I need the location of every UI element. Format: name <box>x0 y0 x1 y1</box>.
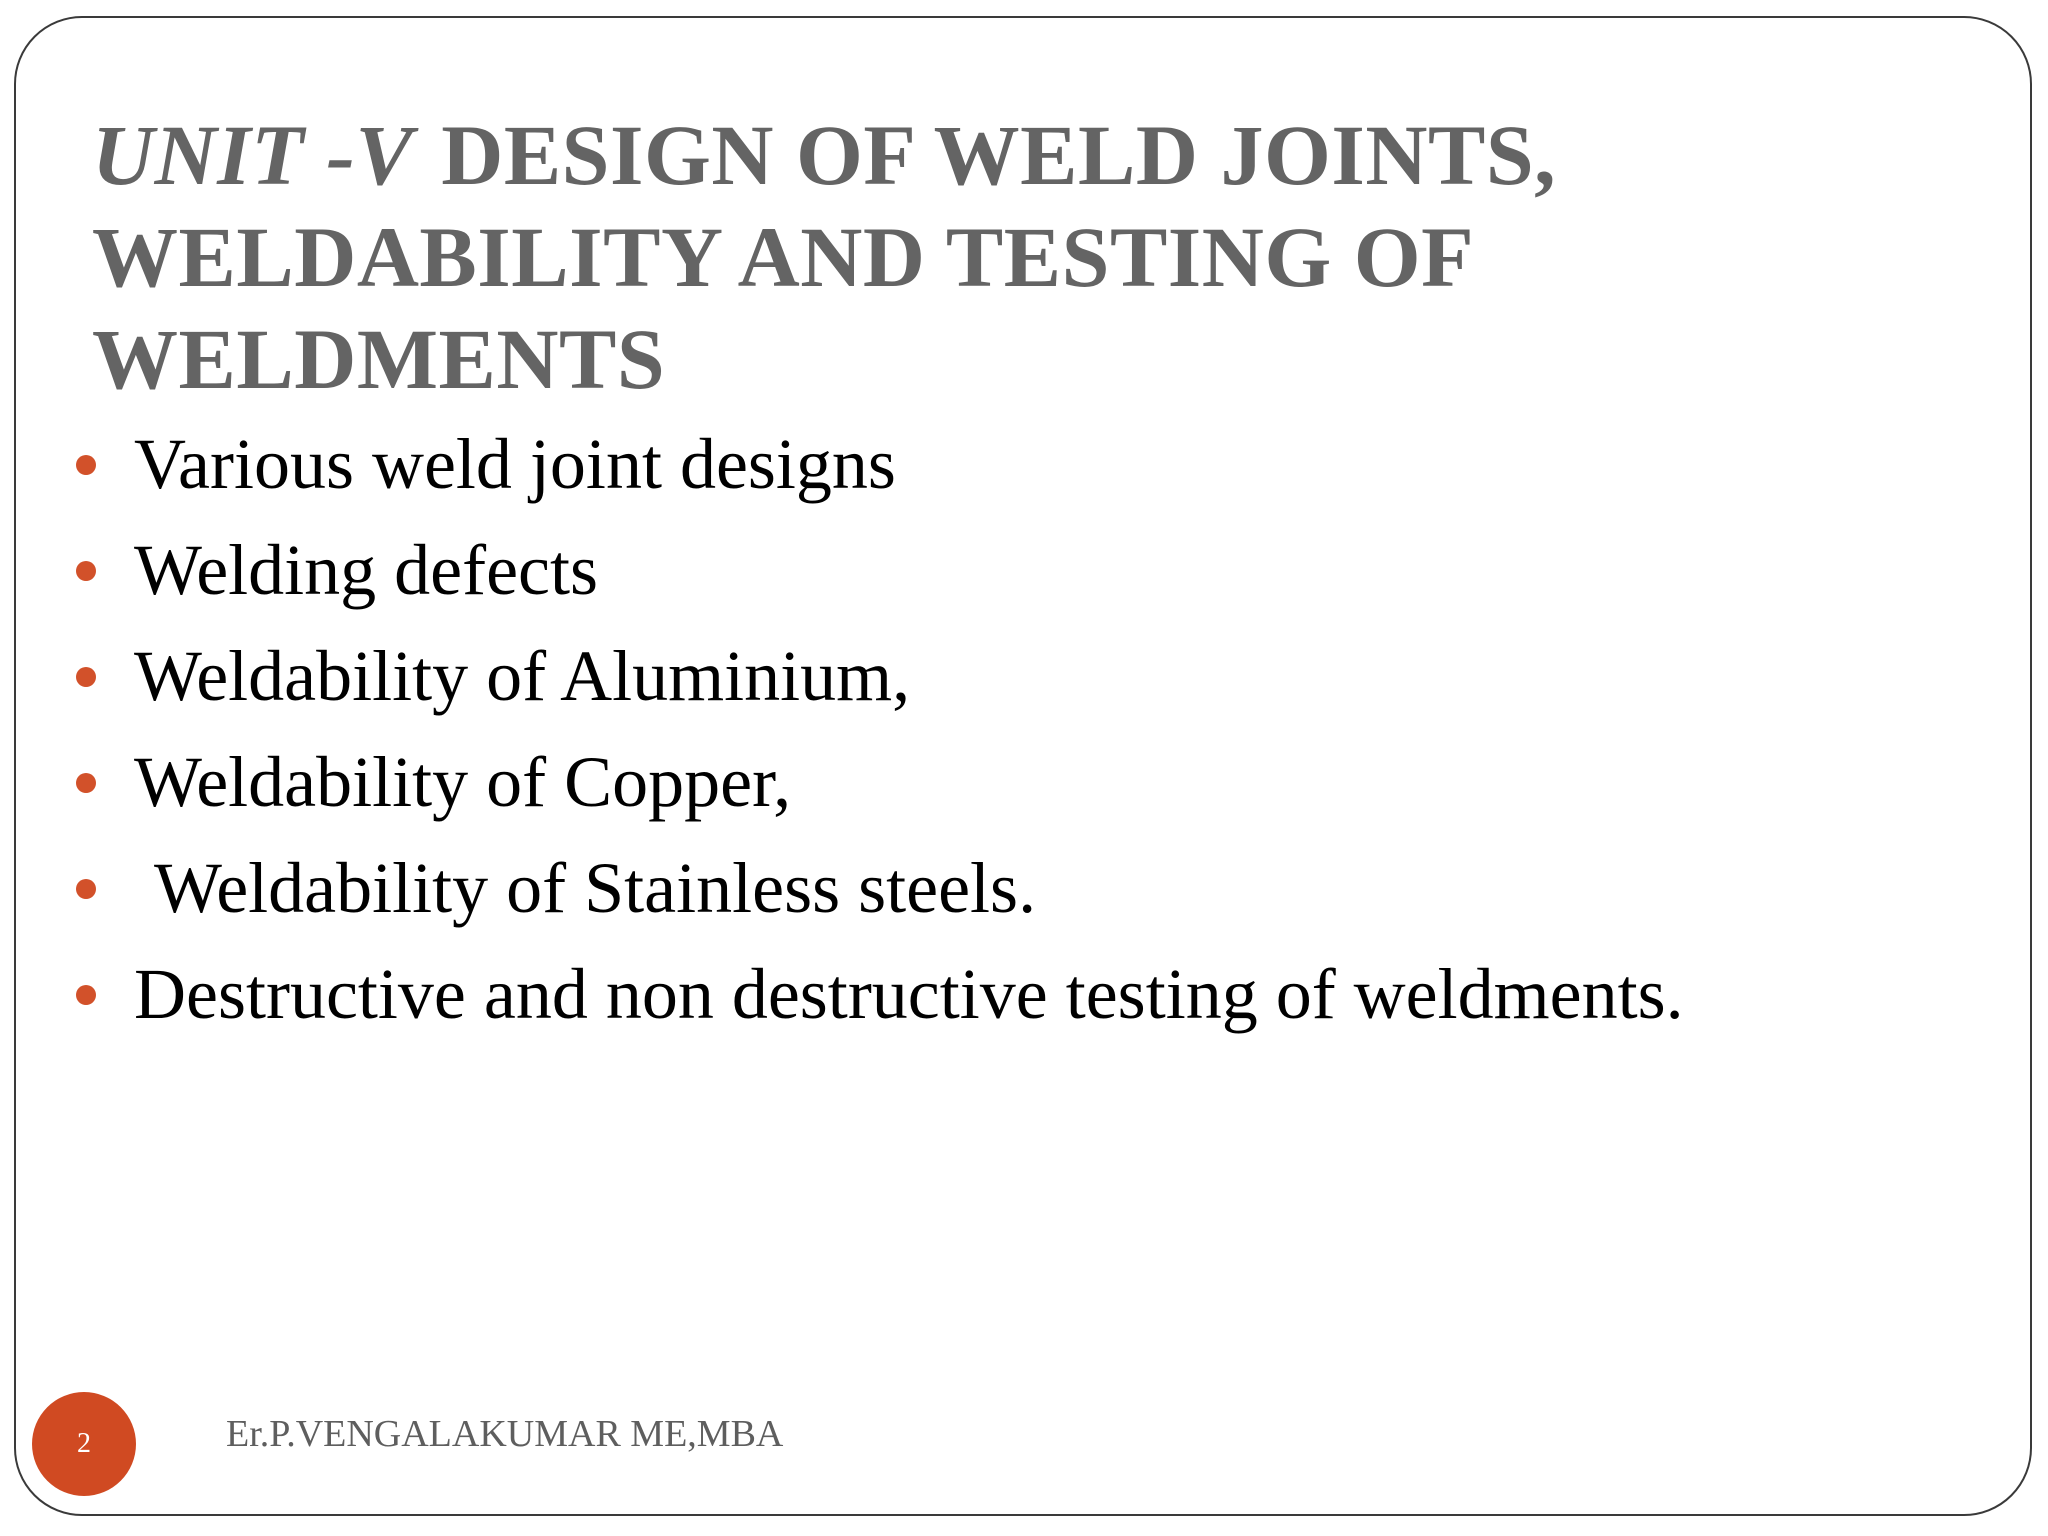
page-number-badge: 2 <box>32 1392 136 1496</box>
bullet-list <box>64 418 1944 1054</box>
bullet-text: Destructive and non destructive testing of weldments. <box>134 954 1684 1034</box>
slide-title <box>92 104 1952 410</box>
list-item <box>64 842 1944 934</box>
bullet-dot-icon <box>76 773 96 793</box>
bullet-dot-icon <box>76 667 96 687</box>
bullet-dot-icon <box>76 561 96 581</box>
bullet-text: Weldability of Aluminium, <box>134 636 911 716</box>
bullet-text: Welding defects <box>134 530 599 610</box>
list-item <box>64 524 1944 616</box>
bullet-dot-icon <box>76 455 96 475</box>
title-unit: UNIT -V <box>92 107 414 203</box>
list-item <box>64 736 1944 828</box>
footer-author: Er.P.VENGALAKUMAR ME,MBA <box>226 1413 784 1455</box>
bullet-text: Weldability of Copper, <box>134 742 792 822</box>
bullet-text: Various weld joint designs <box>134 424 896 504</box>
list-item <box>64 948 1944 1040</box>
title-text: DESIGN OF WELD JOINTS, WELDABILITY AND TESTING OF WELDMENTS <box>92 107 1557 407</box>
bullet-text: Weldability of Stainless steels. <box>154 848 1037 928</box>
list-item <box>64 630 1944 722</box>
bullet-dot-icon <box>76 879 96 899</box>
list-item <box>64 418 1944 510</box>
bullet-dot-icon <box>76 985 96 1005</box>
